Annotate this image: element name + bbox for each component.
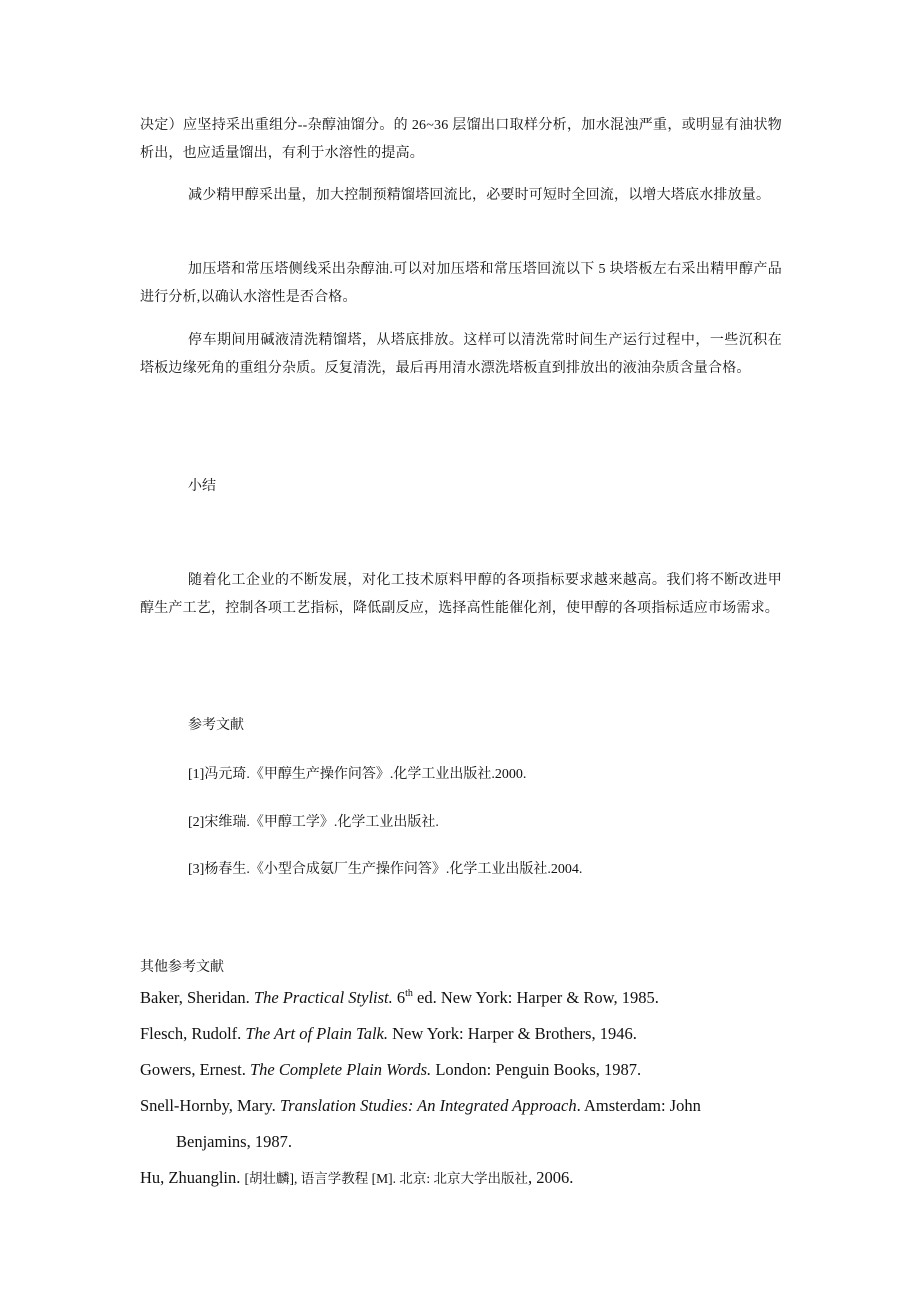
summary-paragraph: 随着化工企业的不断发展，对化工技术原料甲醇的各项指标要求越来越高。我们将不断改进甲醇生产工艺，控制各项工艺指标，降低副反应，选择高性能催化剂，使甲醇的各项指标适应市场需求。 [140, 573, 782, 616]
paragraph-1: 决定）应坚持采出重组分--杂醇油馏分。的 26~36 层馏出口取样分析，加水混浊严重，或明显有油状物析出，也应适量馏出，有利于水溶性的提高。 [140, 118, 782, 161]
ref-chinese-title: 语言学教程 [300, 1171, 372, 1186]
ref-continuation: Benjamins, 1987. [176, 1132, 292, 1151]
ref-author: Hu, Zhuanglin. [140, 1168, 245, 1187]
paragraph-3: 加压塔和常压塔侧线采出杂醇油.可以对加压塔和常压塔回流以下 5 块塔板左右采出精甲醇产品进行分析,以确认水溶性是否合格。 [140, 262, 782, 305]
paragraph-4: 停车期间用碱液清洗精馏塔，从塔底排放。这样可以清洗常时间生产运行过程中，一些沉积在塔板边缘死角的重组分杂质。反复清洗，最后再用清水漂洗塔板直到排放出的液油杂质含量合格。 [140, 333, 782, 376]
ref-publication: London: Penguin Books, 1987. [431, 1060, 642, 1079]
ref-author: Gowers, Ernest. [140, 1060, 250, 1079]
reference-item: [2]宋维瑞.《甲醇工学》.化学工业出版社. [188, 815, 439, 830]
ref-title: The Practical Stylist. [253, 988, 393, 1007]
ref-publication: , 2006. [528, 1168, 574, 1187]
ref-title: The Art of Plain Talk. [245, 1024, 388, 1043]
other-reference-item [140, 1088, 790, 1160]
ref-title: Translation Studies: An Integrated Approach [279, 1096, 577, 1115]
ref-publication: New York: Harper & Brothers, 1946. [387, 1024, 637, 1043]
ref-chinese-publisher: 北京: 北京大学出版社 [399, 1171, 529, 1186]
ref-title: The Complete Plain Words. [249, 1060, 432, 1079]
other-reference-item [140, 1052, 790, 1088]
ref-edition: 6 [392, 988, 406, 1007]
ref-publication: . Amsterdam: John [576, 1096, 701, 1115]
ref-type-tag: [M]. [371, 1171, 400, 1186]
ref-edition-suffix: th [405, 988, 413, 999]
reference-item: [1]冯元琦.《甲醇生产操作问答》.化学工业出版社.2000. [188, 767, 527, 782]
ref-author: Flesch, Rudolf. [140, 1024, 246, 1043]
other-reference-item [140, 980, 790, 1016]
paragraph-2: 减少精甲醇采出量，加大控制预精馏塔回流比，必要时可短时全回流，以增大塔底水排放量。 [188, 188, 771, 203]
references-heading: 参考文献 [188, 718, 244, 733]
summary-heading: 小结 [188, 479, 216, 494]
other-reference-item [140, 1160, 790, 1197]
other-reference-item [140, 1016, 790, 1052]
reference-item: [3]杨春生.《小型合成氨厂生产操作问答》.化学工业出版社.2004. [188, 862, 583, 877]
ref-author: Snell-Hornby, Mary. [140, 1096, 280, 1115]
other-references-heading: 其他参考文献 [140, 960, 224, 975]
ref-publication: ed. New York: Harper & Row, 1985. [412, 988, 659, 1007]
ref-chinese-name: [胡壮麟], [244, 1171, 301, 1186]
ref-author: Baker, Sheridan. [140, 988, 254, 1007]
